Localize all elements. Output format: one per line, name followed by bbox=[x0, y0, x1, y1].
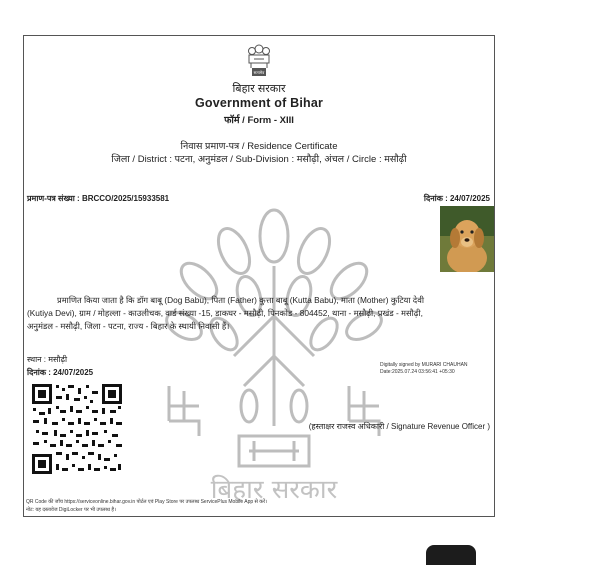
government-title: Government of Bihar bbox=[194, 96, 324, 110]
qr-code[interactable] bbox=[30, 382, 124, 476]
signed-date: दिनांक : 24/07/2025 bbox=[27, 368, 94, 377]
emblem-text: सत्यमेव bbox=[253, 70, 265, 75]
district-line: जिला / District : पटना, अनुमंडल / Sub-Division : मसौढ़ी, अंचल / Circle : मसौढ़ी bbox=[111, 154, 407, 165]
issue-date: दिनांक : 24/07/2025 bbox=[423, 194, 490, 203]
watermark-text: बिहार सरकार bbox=[210, 475, 338, 505]
certificate-type: निवास प्रमाण-पत्र / Residence Certificate bbox=[180, 141, 338, 152]
footer-note bbox=[26, 498, 267, 514]
certificate-document bbox=[23, 35, 495, 517]
digital-signature-date: Date:2025.07.24 03:56:41 +05:30 bbox=[380, 369, 455, 375]
applicant-photo bbox=[440, 206, 494, 272]
place: स्थान : मसौढ़ी bbox=[27, 355, 68, 364]
form-number: फॉर्म / Form - XIII bbox=[224, 115, 294, 126]
body-line-2: (Kutiya Devi), ग्राम / मोहल्ला - काउलीचक, वार्ड संख्या -15, डाकघर - मसौढ़ी, पिनकोड - 804452, थाना - मसौढ़ी, प्रखंड - मसौढ़ी, bbox=[27, 308, 423, 318]
digital-signature bbox=[380, 362, 468, 376]
body-line-1: प्रमाणित किया जाता है कि डॉग बाबू (Dog Babu), पिता (Father) कुत्ता बाबू (Kutta Babu), माता (Mother) कुटिया देवी bbox=[57, 295, 424, 305]
body-line-3: अनुमंडल - मसौढ़ी, जिला - पटना, राज्य - बिहार के स्थायी निवासी हैं। bbox=[27, 321, 230, 331]
certificate-body bbox=[27, 294, 493, 333]
footer-line-1: QR Code की जाँच https://serviceonline.bihar.gov.in पोर्टल एवं Play Store पर उपलब्ध ServicePlus Mobile App से करें। bbox=[26, 499, 268, 505]
national-emblem-icon bbox=[238, 40, 280, 82]
bihar-emblem-watermark bbox=[154, 206, 394, 506]
footer-line-2: नोट: यह दस्तावेज DigiLocker पर भी उपलब्ध है। bbox=[26, 507, 116, 513]
signature-label: (हस्ताक्षर राजस्व अधिकारी / Signature Revenue Officer ) bbox=[308, 422, 490, 431]
digital-signature-name: Digitally signed by MURARI CHAUHAN bbox=[380, 362, 468, 368]
hindi-title: बिहार सरकार bbox=[232, 83, 286, 95]
certificate-number: प्रमाण-पत्र संख्या : BRCCO/2025/15933581 bbox=[27, 194, 170, 203]
dark-ui-element bbox=[426, 545, 476, 565]
